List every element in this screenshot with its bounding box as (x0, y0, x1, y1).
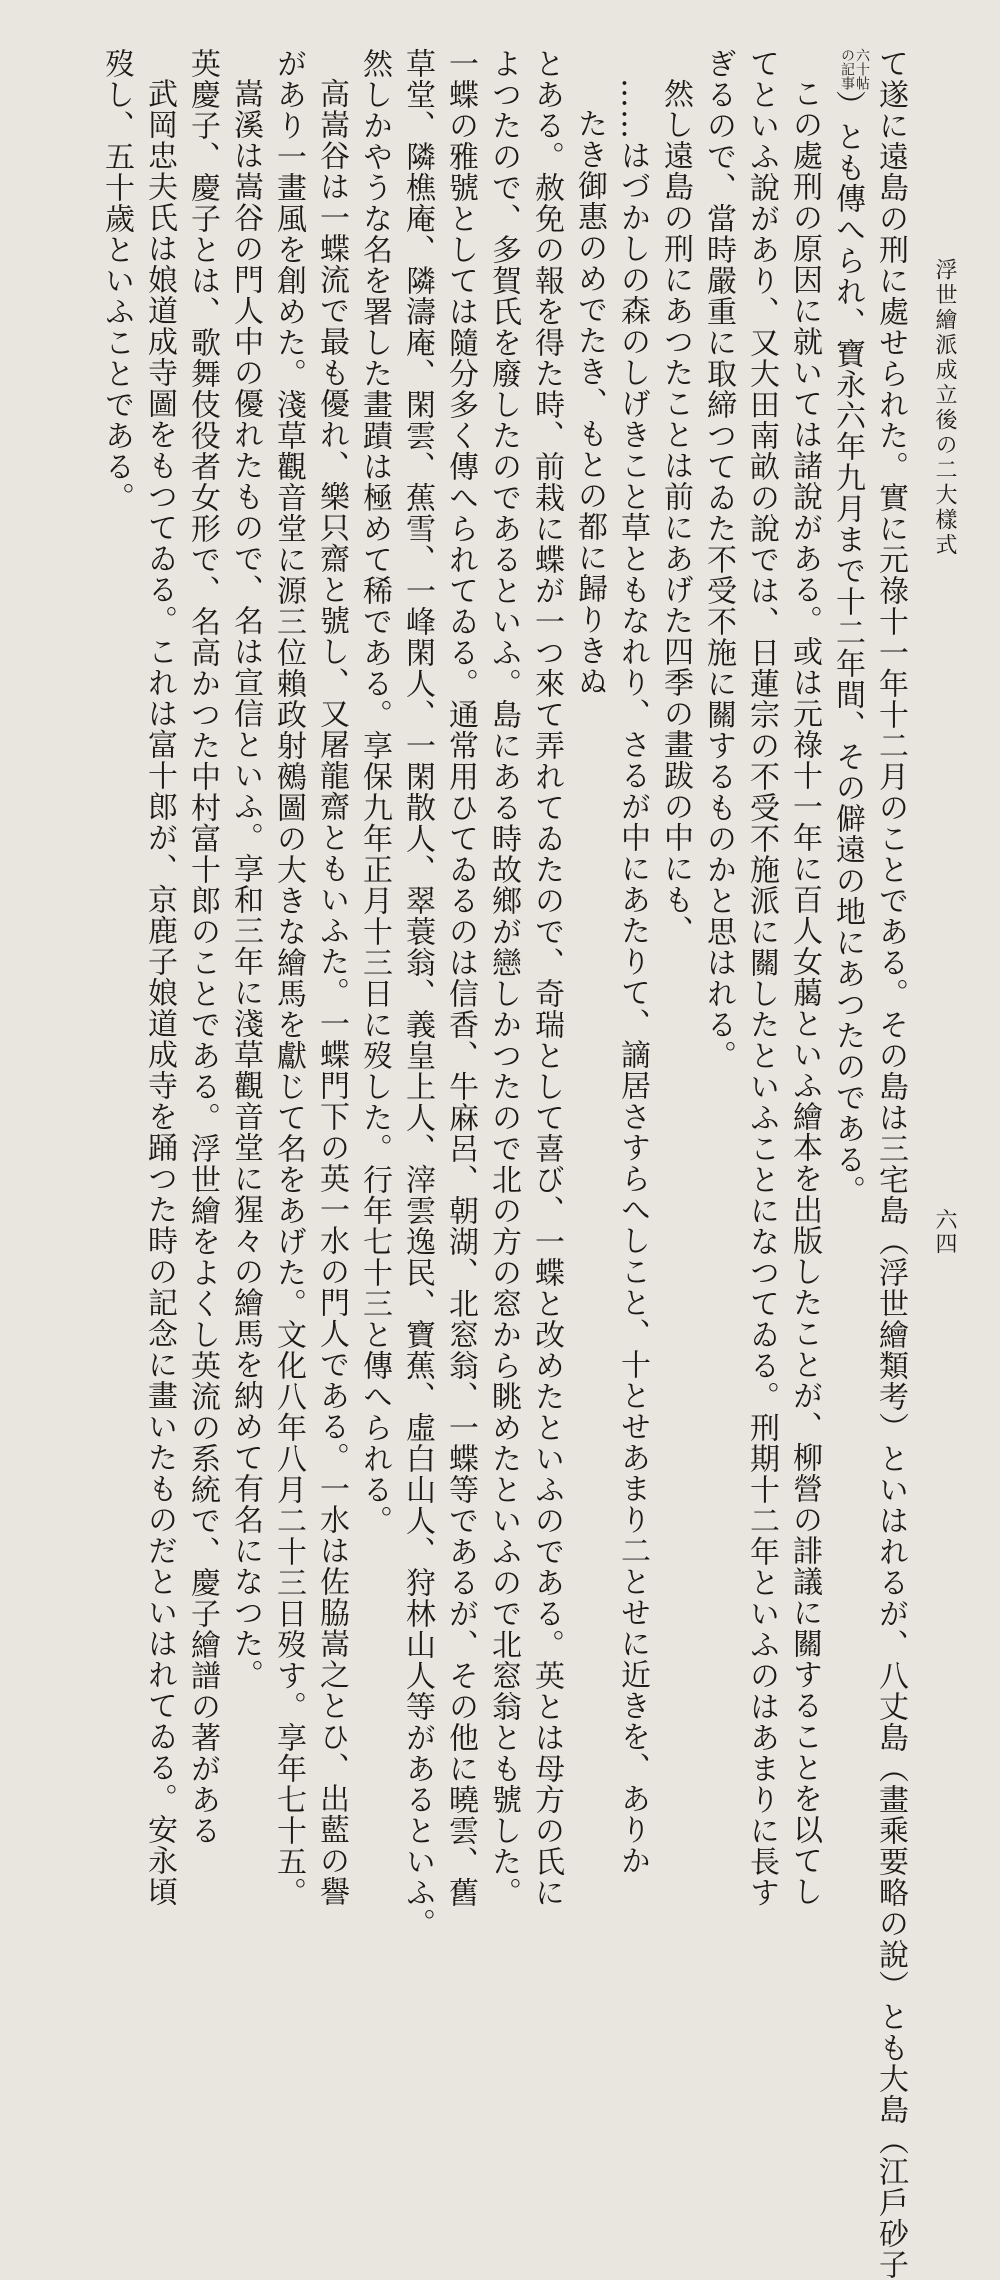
text-column: ぎるので、當時嚴重に取締つてゐた不受不施に關するものかと思はれる。 (701, 48, 736, 1071)
text-column: 然しかやうな名を署した畫蹟は極めて稀である。享保九年正月十三日に歿した。行年七十三と傳へられる。 (357, 48, 392, 1536)
text-column: 草堂、隣樵庵、隣濤庵、閑雲、蕉雪、一峰閑人、一閑散人、翠蓑翁、義皇上人、滓雲逸民、寶蕉、虛白山人、狩林山人等があるといふ。 (400, 48, 435, 1939)
page-number: 六四 (932, 1208, 957, 1256)
text-column: 嵩溪は嵩谷の門人中の優れたもので、名は宣信といふ。享和三年に淺草觀音堂に猩々の繪馬を納めて有名になつた。 (228, 78, 263, 1690)
text-column: この處刑の原因に就いては諸說がある。或は元祿十一年に百人女﨟といふ繪本を出版したことが、柳營の誹議に關することを以てし (787, 78, 822, 1907)
quote-column: たき御惠のめでたき、もとの都に歸りきぬ (572, 108, 607, 697)
text-column: 英慶子、慶子とは、歌舞伎役者女形で、名高かつた中村富十郎のことである。浮世繪をよくし英流の系統で、慶子繪譜の著がある (185, 48, 220, 1846)
text-column: 高嵩谷は一蝶流で最も優れ、樂只齋と號し、又屠龍齋ともいふた。一蝶門下の英一水の門人である。一水は佐脇嵩之とひ、出藍の譽 (314, 78, 349, 1907)
text-run: ）とも傳へられ、寶永六年九月まで十二年間、その僻遠の地にあつたのである。 (830, 90, 865, 1206)
text-column: よつたので、多賀氏を廢したのであるといふ。島にある時故鄉が戀しかつたので北の方の窓から眺めたといふので北窓翁とも號した。 (486, 48, 521, 1908)
text-column: とある。赦免の報を得た時、前栽に蝶が一つ來て弄れてゐたので、奇瑞として喜び、一蝶と改めたといふのである。英とは母方の氏に (529, 48, 564, 1908)
quote-column: ……はづかしの森のしげきこと草ともなれり、さるが中にあたりて、謫居さすらへしこと、十とせあまり二とせに近きを、ありか (615, 78, 650, 1876)
text-column: てといふ說があり、又大田南畝の說では、日蓮宗の不受不施派に關したといふことになつてゐる。刑期十二年といふのはあまりに長す (744, 48, 779, 1908)
running-title: 浮世繪派成立後の二大樣式 (932, 258, 957, 558)
text-column: 一蝶の雅號としては隨分多く傳へられてゐる。通常用ひてゐるのは信香、牛麻呂、朝湖、北窓翁、一蝶等であるが、その他に曉雲、舊 (443, 48, 478, 1908)
text-column: 武岡忠夫氏は娘道成寺圖をもつてゐる。これは富十郎が、京鹿子娘道成寺を踊つた時の記念に畫いたものだといはれてゐる。安永頃 (142, 78, 177, 1907)
text-column (826, 48, 869, 1448)
text-column: て遂に遠島の刑に處せられた。實に元祿十一年十二月のことである。その島は三宅島（浮世繪類考）といはれるが、八丈島（畫乘要略の說）とも大島（江戶砂子 (873, 48, 908, 2280)
text-column: があり一畫風を創めた。淺草觀音堂に源三位賴政射鵺圖の大きな繪馬を獻じて名をあげた。文化八年八月二十三日歿す。享年七十五。 (271, 48, 306, 1908)
inline-annotation: 六十帖 の記事 (839, 48, 870, 90)
body-text (32, 48, 912, 2280)
text-column: 歿し、五十歲といふことである。 (99, 48, 134, 513)
text-column: 然し遠島の刑にあつたことは前にあげた四季の畫跋の中にも、 (658, 78, 693, 946)
